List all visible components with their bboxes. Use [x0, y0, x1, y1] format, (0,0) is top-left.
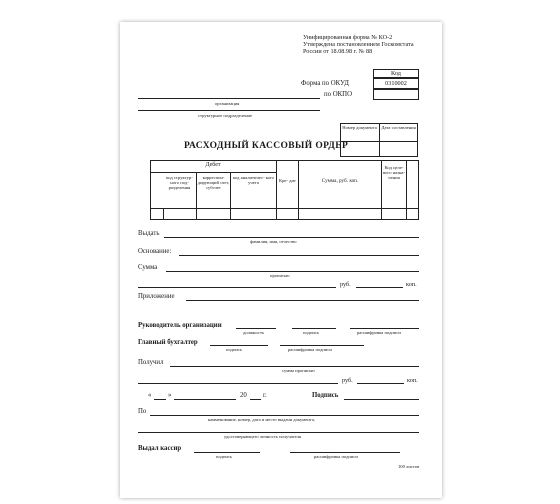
- recipient-signature-line[interactable]: [344, 399, 419, 400]
- director-position-caption: должность: [243, 330, 265, 335]
- sum-caption: прописью: [270, 273, 290, 278]
- cashier-label: Выдал кассир: [138, 445, 182, 452]
- date-day-line[interactable]: [154, 399, 166, 400]
- received-line[interactable]: [170, 366, 419, 367]
- director-label: Руководитель организации: [138, 322, 222, 329]
- table-header-analytic-code: код аналитичес- кого учета: [233, 175, 274, 186]
- cashier-decoding-line[interactable]: [290, 452, 400, 453]
- document-sheet: [120, 22, 442, 498]
- identity-caption: удостоверяющего личность получателя: [224, 434, 302, 439]
- director-position-line[interactable]: [236, 328, 276, 329]
- accountant-decoding-line[interactable]: [280, 345, 364, 346]
- accountant-decoding-caption: расшифровка подписи: [288, 347, 332, 352]
- basis-label: Основание:: [138, 248, 172, 255]
- cashier-signature-caption: подпись: [216, 454, 233, 459]
- organization-line: [138, 98, 320, 99]
- date-year-line[interactable]: [250, 399, 261, 400]
- received-line-2[interactable]: [138, 383, 338, 384]
- recipient-signature-label: Подпись: [312, 392, 339, 399]
- okud-value: 0310002: [385, 80, 407, 87]
- okpo-value-cell: [373, 89, 419, 100]
- accountant-signature-line[interactable]: [210, 345, 268, 346]
- form-header-line1: Унифицированная форма № КО-2: [303, 34, 393, 41]
- received-label: Получил: [138, 359, 164, 366]
- table-header-sum: Сумма, руб. коп.: [321, 178, 359, 184]
- attachment-label: Приложение: [138, 293, 175, 300]
- table-header-dept-code: код структур- ного под- разделения: [166, 175, 193, 191]
- received-kop-line[interactable]: [357, 383, 404, 384]
- identity-line[interactable]: [138, 432, 419, 433]
- issue-to-line[interactable]: [164, 237, 419, 238]
- received-kop-label: коп.: [407, 377, 418, 384]
- table-header-credit: Кре- дит: [279, 178, 296, 183]
- issue-to-label: Выдать: [138, 230, 160, 237]
- by-document-line[interactable]: [150, 415, 419, 416]
- sum-label: Сумма: [138, 264, 158, 271]
- attachment-line[interactable]: [186, 300, 419, 301]
- organization-caption: организация: [215, 101, 240, 106]
- director-signature-line[interactable]: [292, 328, 336, 329]
- department-line: [138, 110, 320, 111]
- sum-line[interactable]: [166, 271, 419, 272]
- doc-date-label: Дата составления: [381, 125, 416, 130]
- date-quote-close: »: [168, 392, 172, 399]
- date-month-line[interactable]: [174, 399, 236, 400]
- sheet-count-label: 100 листов: [398, 464, 420, 469]
- doc-box-row-divider: [340, 141, 418, 142]
- okud-label: Форма по ОКУД: [301, 80, 349, 87]
- sum-rub-label: руб.: [340, 281, 351, 288]
- date-year-prefix: 20: [240, 392, 247, 399]
- sum-kop-label: коп.: [406, 281, 417, 288]
- document-title: РАСХОДНЫЙ КАССОВЫЙ ОРДЕР: [184, 141, 349, 151]
- okud-value-cell: [373, 78, 419, 89]
- sum-kop-line[interactable]: [356, 287, 403, 288]
- received-rub-label: руб.: [342, 377, 353, 384]
- table-header-debit: Дебет: [205, 162, 221, 168]
- fio-caption: фамилия, имя, отчество: [250, 239, 297, 244]
- form-header-line2: Утверждена постановлением Госкомстата: [303, 41, 414, 48]
- chief-accountant-label: Главный бухгалтер: [138, 339, 198, 346]
- date-g-label: г.: [263, 392, 267, 399]
- department-caption: структурное подразделение: [198, 113, 253, 118]
- document-caption: наименование, номер, дата и место выдачи документа,: [208, 417, 315, 422]
- cashier-signature-line[interactable]: [194, 452, 260, 453]
- accountant-signature-caption: подпись: [226, 347, 243, 352]
- table-header-corr-account: корреспон- дирующий счет, субсчет: [197, 175, 230, 191]
- received-caption: сумма прописью: [282, 368, 315, 373]
- by-document-label: По: [138, 408, 147, 415]
- date-quote-open: «: [148, 392, 152, 399]
- basis-line[interactable]: [179, 255, 419, 256]
- director-decoding-line[interactable]: [350, 328, 419, 329]
- sum-line-2[interactable]: [138, 287, 336, 288]
- director-signature-caption: подпись: [303, 330, 320, 335]
- director-decoding-caption: расшифровка подписи: [357, 330, 401, 335]
- form-header-line3: России от 18.08.98 г. № 88: [303, 48, 373, 55]
- code-header-cell: [373, 69, 419, 78]
- okpo-label: по ОКПО: [324, 91, 352, 98]
- table-header-purpose-code: Код целе- вого назна- чения: [383, 165, 405, 181]
- code-header-label: Код: [391, 70, 401, 77]
- cashier-decoding-caption: расшифровка подписи: [314, 454, 358, 459]
- doc-number-label: Номер документа: [342, 125, 377, 130]
